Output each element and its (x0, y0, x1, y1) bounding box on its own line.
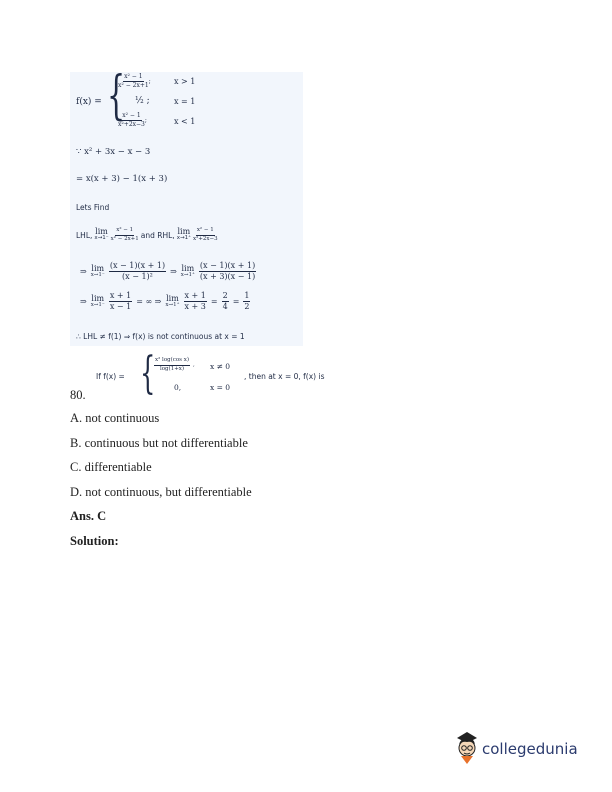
step2-arrow: ⇒ (80, 297, 87, 306)
step2-num: x + 1 (109, 291, 132, 300)
rhl-num: x² − 1 (196, 228, 215, 236)
step1-num: (x − 1)(x + 1) (109, 261, 166, 270)
question-tail: , then at x = 0, f(x) is (244, 372, 325, 381)
step1-lim2-sub: x→1⁺ (180, 271, 195, 278)
step1-fraction2 (199, 262, 256, 281)
case3-cond: x < 1 (174, 117, 196, 126)
case3-num: x² − 1 (122, 112, 141, 119)
option-a: A. not continuous (70, 411, 160, 425)
lhl-lim (94, 228, 108, 242)
case3-den: x²+2x−3 (118, 121, 145, 128)
step2-eq2: = (210, 297, 218, 306)
option-d: D. not continuous, but differentiable (70, 485, 252, 499)
since-line: ∵ x² + 3x − x − 3 (76, 147, 151, 157)
step1-lim2 (181, 265, 195, 279)
lhl-num: x² − 1 (115, 228, 134, 236)
lhl-label: LHL, (76, 230, 93, 240)
case3-fraction: $\frac{\text{x² − 1}}{\text{x²+2x−3}}$ ; (118, 112, 147, 128)
rhl-lim-sub: x→1⁺ (176, 235, 191, 242)
lhl-rhl-line (76, 228, 218, 242)
step2-lim-sub: x→1⁻ (90, 301, 105, 308)
step1-lim-word: lim (91, 263, 105, 273)
step2-den2: x + 3 (184, 302, 206, 311)
lhl-lim-word: lim (95, 227, 108, 237)
case1-den: x² − 2x+1 (118, 82, 149, 89)
answer: Ans. C (70, 509, 107, 523)
question-case1-num: x² log(cos x) (154, 358, 190, 366)
case1-cond: x > 1 (174, 77, 196, 86)
step1-den: (x − 1)² (122, 272, 153, 281)
question-case1-cond: x ≠ 0 (210, 362, 231, 371)
student-mascot-icon (452, 728, 482, 768)
lhl-lim-sub: x→1⁻ (94, 235, 109, 242)
step2-num4: 1 (244, 291, 250, 300)
question-brace: { (140, 348, 156, 399)
rhl-lim (177, 228, 191, 242)
question-case1 (154, 358, 195, 372)
question-case2-val: 0, (174, 383, 182, 392)
step2-eq: = ∞ ⇒ (136, 297, 162, 306)
option-b: B. continuous but not differentiable (70, 436, 248, 450)
case1-num: x² − 1 (124, 73, 143, 80)
lets-find: Lets Find (76, 203, 110, 212)
lhl-den: x² − 2x+1 (110, 235, 139, 242)
step2-eq3: = (232, 297, 240, 306)
question-case2-cond: x = 0 (210, 383, 231, 392)
step2-den4: 2 (244, 302, 250, 311)
case2-cond: x = 1 (174, 97, 196, 106)
step1-den2: (x + 3)(x − 1) (199, 272, 256, 281)
question-number: 80. (70, 388, 86, 402)
step2-fraction4 (243, 292, 250, 311)
step1-num2: (x − 1)(x + 1) (199, 261, 256, 270)
step2-den3: 4 (222, 302, 228, 311)
case1-fraction: $\frac{\text{x² − 1}}{\text{x² − 2x+1}}$ ; (118, 73, 151, 89)
step2-lim2 (165, 295, 179, 309)
step2-fraction3 (222, 292, 229, 311)
step1-arrow: ⇒ (80, 267, 87, 276)
step2-lim2-sub: x→1⁺ (165, 301, 180, 308)
question-case1-comma: , (193, 362, 195, 368)
step2-lim2-word: lim (166, 293, 179, 303)
step1-lim (91, 265, 105, 279)
conclusion: ∴ LHL ≠ f(1) ⇒ f(x) is not continuous at x = 1 (76, 332, 245, 341)
step2-fraction2 (184, 292, 207, 311)
and-rhl-label: and RHL, (140, 230, 175, 240)
rhl-den: x²+2x−3 (192, 235, 218, 242)
factor-line: = x(x + 3) − 1(x + 3) (76, 174, 168, 184)
step2-num3: 2 (222, 291, 228, 300)
option-c: C. differentiable (70, 460, 152, 474)
rhl-lim-word: lim (177, 227, 191, 237)
step1-arrow2: ⇒ (170, 267, 177, 276)
step1-fraction (109, 262, 166, 281)
step2-lim-word: lim (91, 293, 105, 303)
lhl-fraction (111, 228, 139, 242)
step2-den: x − 1 (109, 302, 132, 311)
step1-lim-sub: x→1⁻ (90, 271, 105, 278)
rhl-fraction (193, 228, 218, 242)
step2-fraction (109, 292, 132, 311)
step1-lim2-word: lim (181, 263, 195, 273)
question-if: If f(x) = (96, 372, 125, 381)
step2-line (80, 292, 250, 311)
left-brace: { (107, 66, 126, 126)
solution-heading: Solution: (70, 534, 119, 548)
step1-line (80, 262, 256, 281)
question-case1-den: log(1+x) (159, 365, 185, 372)
step2-lim (91, 295, 105, 309)
case2-val: ½ ; (135, 96, 150, 106)
brand-name: collegedunia (482, 740, 578, 758)
step2-num2: x + 1 (184, 291, 206, 300)
f-lhs: f(x) = (76, 97, 102, 107)
